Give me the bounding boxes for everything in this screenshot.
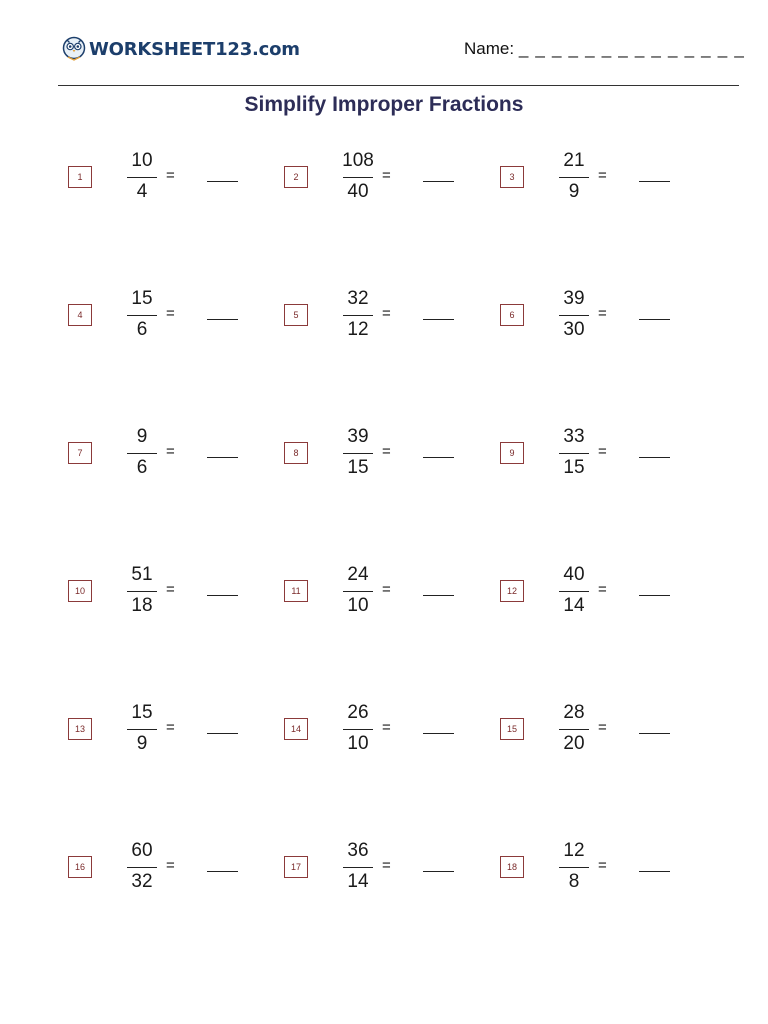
denominator: 20: [563, 733, 585, 754]
answer-blank[interactable]: [207, 733, 238, 734]
fraction-bar: [127, 453, 157, 454]
denominator: 12: [347, 319, 369, 340]
problem-number: 14: [284, 718, 308, 740]
problem-item: [284, 702, 484, 762]
numerator: 15: [131, 288, 153, 309]
fraction-bar: [127, 867, 157, 868]
fraction-bar: [127, 591, 157, 592]
numerator: 108: [342, 150, 374, 171]
answer-blank[interactable]: [423, 319, 454, 320]
answer-blank[interactable]: [207, 319, 238, 320]
problem-item: [500, 564, 700, 624]
equals-sign: =: [166, 443, 175, 460]
problem-item: [500, 426, 700, 486]
fraction: [556, 426, 592, 482]
equals-sign: =: [382, 719, 391, 736]
answer-blank[interactable]: [423, 871, 454, 872]
answer-blank[interactable]: [639, 457, 670, 458]
denominator: 40: [347, 181, 369, 202]
numerator: 32: [347, 288, 369, 309]
fraction-bar: [343, 867, 373, 868]
numerator: 60: [131, 840, 153, 861]
answer-blank[interactable]: [639, 733, 670, 734]
numerator: 15: [131, 702, 153, 723]
equals-sign: =: [598, 443, 607, 460]
fraction-bar: [343, 315, 373, 316]
fraction: [124, 288, 160, 344]
numerator: 24: [347, 564, 369, 585]
fraction-bar: [127, 729, 157, 730]
problem-number: 12: [500, 580, 524, 602]
fraction: [556, 702, 592, 758]
problem-item: [500, 702, 700, 762]
problem-number: 11: [284, 580, 308, 602]
numerator: 28: [563, 702, 585, 723]
equals-sign: =: [166, 167, 175, 184]
numerator: 33: [563, 426, 585, 447]
numerator: 40: [563, 564, 585, 585]
denominator: 6: [136, 319, 148, 340]
fraction: [340, 426, 376, 482]
problem-item: [500, 150, 700, 210]
denominator: 15: [347, 457, 369, 478]
fraction-bar: [559, 867, 589, 868]
problem-item: [284, 564, 484, 624]
fraction: [556, 840, 592, 896]
answer-blank[interactable]: [639, 595, 670, 596]
denominator: 4: [136, 181, 148, 202]
equals-sign: =: [382, 167, 391, 184]
numerator: 12: [563, 840, 585, 861]
problem-item: [68, 288, 268, 348]
equals-sign: =: [166, 857, 175, 874]
fraction: [124, 426, 160, 482]
denominator: 6: [136, 457, 148, 478]
problem-number: 10: [68, 580, 92, 602]
problem-item: [68, 564, 268, 624]
problem-item: [500, 288, 700, 348]
fraction: [124, 564, 160, 620]
fraction-bar: [559, 315, 589, 316]
numerator: 21: [563, 150, 585, 171]
problem-number: 6: [500, 304, 524, 326]
numerator: 9: [136, 426, 148, 447]
denominator: 14: [563, 595, 585, 616]
problem-number: 8: [284, 442, 308, 464]
problem-number: 9: [500, 442, 524, 464]
fraction-bar: [343, 453, 373, 454]
denominator: 8: [568, 871, 580, 892]
problem-item: [68, 840, 268, 900]
problem-item: [284, 288, 484, 348]
answer-blank[interactable]: [207, 871, 238, 872]
fraction: [340, 840, 376, 896]
fraction: [124, 840, 160, 896]
equals-sign: =: [598, 719, 607, 736]
fraction: [124, 702, 160, 758]
denominator: 18: [131, 595, 153, 616]
equals-sign: =: [382, 305, 391, 322]
numerator: 39: [563, 288, 585, 309]
problem-item: [284, 840, 484, 900]
answer-blank[interactable]: [207, 181, 238, 182]
fraction-bar: [127, 177, 157, 178]
equals-sign: =: [598, 305, 607, 322]
numerator: 51: [131, 564, 153, 585]
fraction-bar: [343, 177, 373, 178]
problem-item: [500, 840, 700, 900]
denominator: 9: [136, 733, 148, 754]
denominator: 30: [563, 319, 585, 340]
fraction-bar: [559, 591, 589, 592]
equals-sign: =: [598, 857, 607, 874]
denominator: 32: [131, 871, 153, 892]
problem-number: 18: [500, 856, 524, 878]
fraction: [556, 288, 592, 344]
equals-sign: =: [598, 167, 607, 184]
problem-item: [284, 150, 484, 210]
numerator: 36: [347, 840, 369, 861]
answer-blank[interactable]: [639, 319, 670, 320]
logo-text: WORKSHEET123.com: [89, 38, 300, 60]
equals-sign: =: [382, 581, 391, 598]
fraction: [340, 702, 376, 758]
equals-sign: =: [382, 443, 391, 460]
denominator: 9: [568, 181, 580, 202]
fraction-bar: [559, 729, 589, 730]
fraction: [556, 150, 592, 206]
fraction-bar: [559, 453, 589, 454]
problem-number: 16: [68, 856, 92, 878]
equals-sign: =: [166, 305, 175, 322]
problem-number: 4: [68, 304, 92, 326]
answer-blank[interactable]: [423, 457, 454, 458]
answer-blank[interactable]: [423, 733, 454, 734]
fraction-bar: [343, 591, 373, 592]
equals-sign: =: [166, 719, 175, 736]
fraction: [340, 564, 376, 620]
numerator: 26: [347, 702, 369, 723]
answer-blank[interactable]: [639, 871, 670, 872]
fraction-bar: [559, 177, 589, 178]
answer-blank[interactable]: [423, 181, 454, 182]
fraction: [556, 564, 592, 620]
equals-sign: =: [598, 581, 607, 598]
problem-item: [68, 150, 268, 210]
problem-number: 17: [284, 856, 308, 878]
problem-number: 1: [68, 166, 92, 188]
name-label: Name:: [464, 39, 515, 58]
problem-number: 7: [68, 442, 92, 464]
problem-number: 13: [68, 718, 92, 740]
numerator: 39: [347, 426, 369, 447]
problem-item: [284, 426, 484, 486]
problem-number: 15: [500, 718, 524, 740]
answer-blank[interactable]: [423, 595, 454, 596]
problem-number: 3: [500, 166, 524, 188]
fraction: [124, 150, 160, 206]
problem-item: [68, 702, 268, 762]
fraction-bar: [343, 729, 373, 730]
answer-blank[interactable]: [207, 457, 238, 458]
denominator: 15: [563, 457, 585, 478]
denominator: 14: [347, 871, 369, 892]
problem-number: 5: [284, 304, 308, 326]
problem-number: 2: [284, 166, 308, 188]
fraction: [340, 288, 376, 344]
page-title: Simplify Improper Fractions: [244, 93, 524, 116]
equals-sign: =: [166, 581, 175, 598]
numerator: 10: [131, 150, 153, 171]
denominator: 10: [347, 733, 369, 754]
answer-blank[interactable]: [207, 595, 238, 596]
fraction: [340, 150, 376, 206]
equals-sign: =: [382, 857, 391, 874]
problem-item: [68, 426, 268, 486]
name-blanks[interactable]: _ _ _ _ _ _ _ _ _ _ _ _ _ _: [518, 39, 745, 58]
answer-blank[interactable]: [639, 181, 670, 182]
denominator: 10: [347, 595, 369, 616]
fraction-bar: [127, 315, 157, 316]
